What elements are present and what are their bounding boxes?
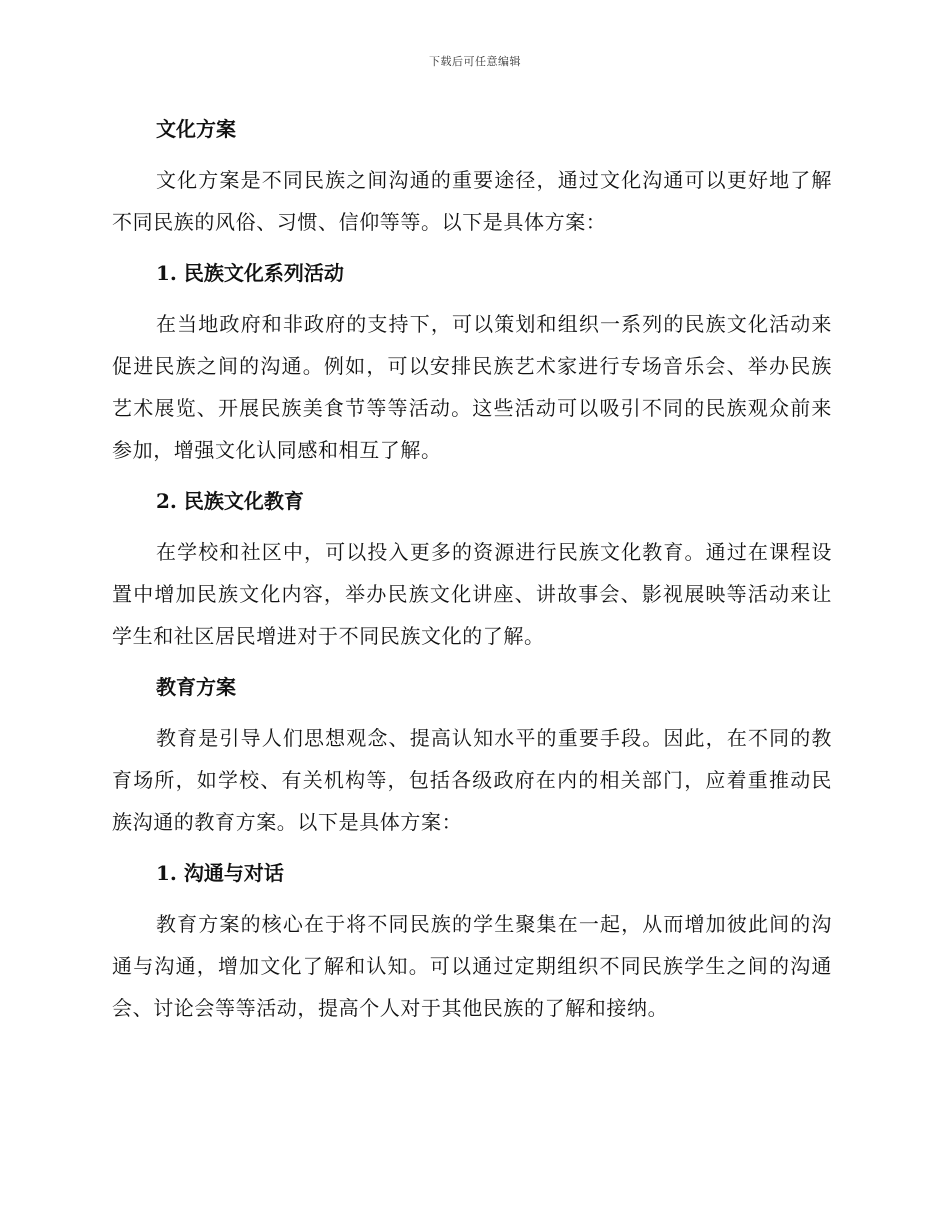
paragraph-culture-intro: 文化方案是不同民族之间沟通的重要途径，通过文化沟通可以更好地了解不同民族的风俗、习惯、信仰等等。以下是具体方案： — [112, 168, 832, 234]
subheading-ethnic-culture-education: 2. 民族文化教育 — [156, 489, 304, 513]
paragraph-ethnic-culture-activities: 在当地政府和非政府的支持下，可以策划和组织一系列的民族文化活动来促进民族之间的沟通。例如，可以安排民族艺术家进行专场音乐会、举办民族艺术展览、开展民族美食节等等活动。这些活动可以吸引不同的民族观众前来参加，增强文化认同感和相互了解。 — [112, 312, 832, 462]
section-heading-education-plan: 教育方案 — [156, 675, 236, 699]
paragraph-communication-dialogue: 教育方案的核心在于将不同民族的学生聚集在一起，从而增加彼此间的沟通与沟通，增加文化了解和认知。可以通过定期组织不同民族学生之间的沟通会、讨论会等等活动，提高个人对于其他民族的了解和接纳。 — [112, 912, 832, 1020]
paragraph-ethnic-culture-education: 在学校和社区中，可以投入更多的资源进行民族文化教育。通过在课程设置中增加民族文化内容，举办民族文化讲座、讲故事会、影视展映等活动来让学生和社区居民增进对于不同民族文化的了解。 — [112, 540, 832, 648]
document-body — [112, 108, 832, 1038]
subheading-ethnic-culture-activities: 1. 民族文化系列活动 — [156, 261, 344, 285]
section-heading-culture-plan: 文化方案 — [156, 117, 236, 141]
paragraph-education-intro: 教育是引导人们思想观念、提高认知水平的重要手段。因此，在不同的教育场所，如学校、有关机构等，包括各级政府在内的相关部门，应着重推动民族沟通的教育方案。以下是具体方案： — [112, 726, 832, 834]
page-header: 下载后可任意编辑 — [429, 55, 521, 68]
subheading-communication-dialogue: 1. 沟通与对话 — [156, 861, 284, 885]
